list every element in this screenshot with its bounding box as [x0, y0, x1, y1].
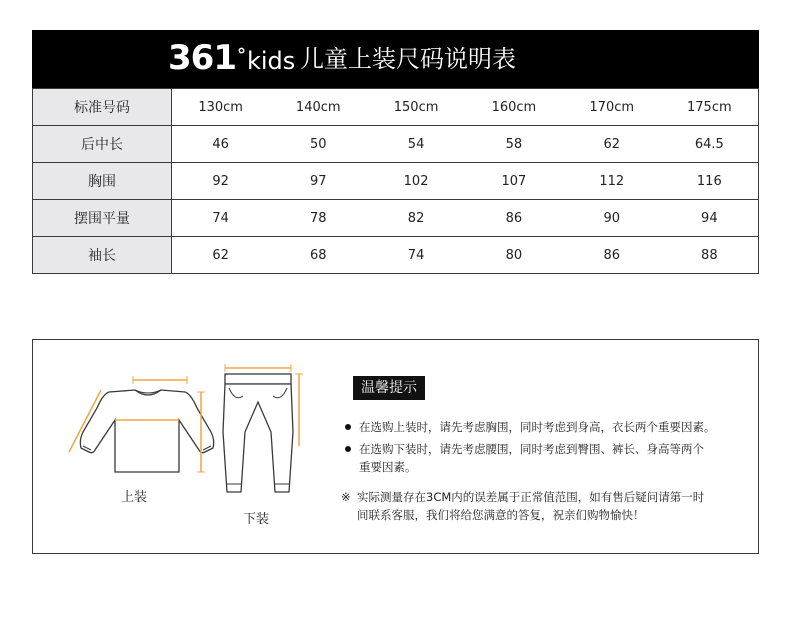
row-label: 摆围平量: [33, 200, 172, 237]
table-row: [33, 237, 759, 274]
brand-logo-number: 361: [168, 38, 236, 78]
value-cell: 58: [465, 126, 563, 163]
value-cell: 82: [367, 200, 465, 237]
table-row: [33, 126, 759, 163]
brand-logo-kids: kids: [246, 47, 296, 75]
title-banner: [32, 30, 759, 88]
row-label: 袖长: [33, 237, 172, 274]
top-garment-diagram-icon: [63, 368, 233, 480]
tip-item-bottom: [345, 440, 745, 476]
size-cell: 160cm: [465, 89, 563, 126]
value-cell: 74: [172, 200, 270, 237]
value-cell: 46: [172, 126, 270, 163]
value-cell: 86: [563, 237, 661, 274]
value-cell: 86: [465, 200, 563, 237]
size-cell: 130cm: [172, 89, 270, 126]
row-label: 后中长: [33, 126, 172, 163]
value-cell: 62: [172, 237, 270, 274]
tips-panel: [32, 339, 759, 554]
value-cell: 90: [563, 200, 661, 237]
size-cell: 150cm: [367, 89, 465, 126]
value-cell: 64.5: [661, 126, 759, 163]
size-chart-table: [32, 88, 759, 274]
top-garment-caption: 上装: [121, 490, 148, 505]
value-cell: 116: [661, 163, 759, 200]
value-cell: 94: [661, 200, 759, 237]
value-cell: 78: [269, 200, 367, 237]
table-row: [33, 200, 759, 237]
row-label: 标准号码: [33, 89, 172, 126]
table-row: [33, 163, 759, 200]
value-cell: 112: [563, 163, 661, 200]
value-cell: 62: [563, 126, 661, 163]
note-line1: 实际测量存在3CM内的误差属于正常值范围，如有售后疑问请第一时: [357, 490, 705, 504]
value-cell: 68: [269, 237, 367, 274]
value-cell: 88: [661, 237, 759, 274]
tip-text-line2: 重要因素。: [359, 460, 417, 474]
measurement-note: [341, 488, 741, 524]
tip-item-top: [345, 418, 745, 436]
bullet-dot-icon: [345, 424, 351, 430]
value-cell: 80: [465, 237, 563, 274]
pants-diagram-icon: [215, 362, 305, 502]
value-cell: 54: [367, 126, 465, 163]
value-cell: 97: [269, 163, 367, 200]
value-cell: 74: [367, 237, 465, 274]
row-label: 胸围: [33, 163, 172, 200]
size-cell: 170cm: [563, 89, 661, 126]
value-cell: 102: [367, 163, 465, 200]
tip-text: 在选购上装时，请先考虑胸围，同时考虑到身高，衣长两个重要因素。: [359, 420, 716, 434]
bullet-dot-icon: [345, 446, 351, 452]
value-cell: 50: [269, 126, 367, 163]
size-cell: 175cm: [661, 89, 759, 126]
value-cell: 107: [465, 163, 563, 200]
tip-text-line1: 在选购下装时，请先考虑腰围，同时考虑到臀围、裤长、身高等两个: [359, 442, 704, 456]
reference-mark-icon: ※: [341, 490, 351, 504]
brand-logo: [168, 36, 295, 83]
table-header-row: [33, 89, 759, 126]
tips-title: 温馨提示: [353, 376, 425, 400]
page-title: 儿童上装尺码说明表: [300, 45, 516, 73]
pants-caption: 下装: [243, 512, 270, 527]
brand-logo-degree: °: [236, 45, 245, 66]
note-line2: 间联系客服，我们将给您满意的答复，祝亲们购物愉快！: [357, 508, 645, 522]
value-cell: 92: [172, 163, 270, 200]
size-cell: 140cm: [269, 89, 367, 126]
